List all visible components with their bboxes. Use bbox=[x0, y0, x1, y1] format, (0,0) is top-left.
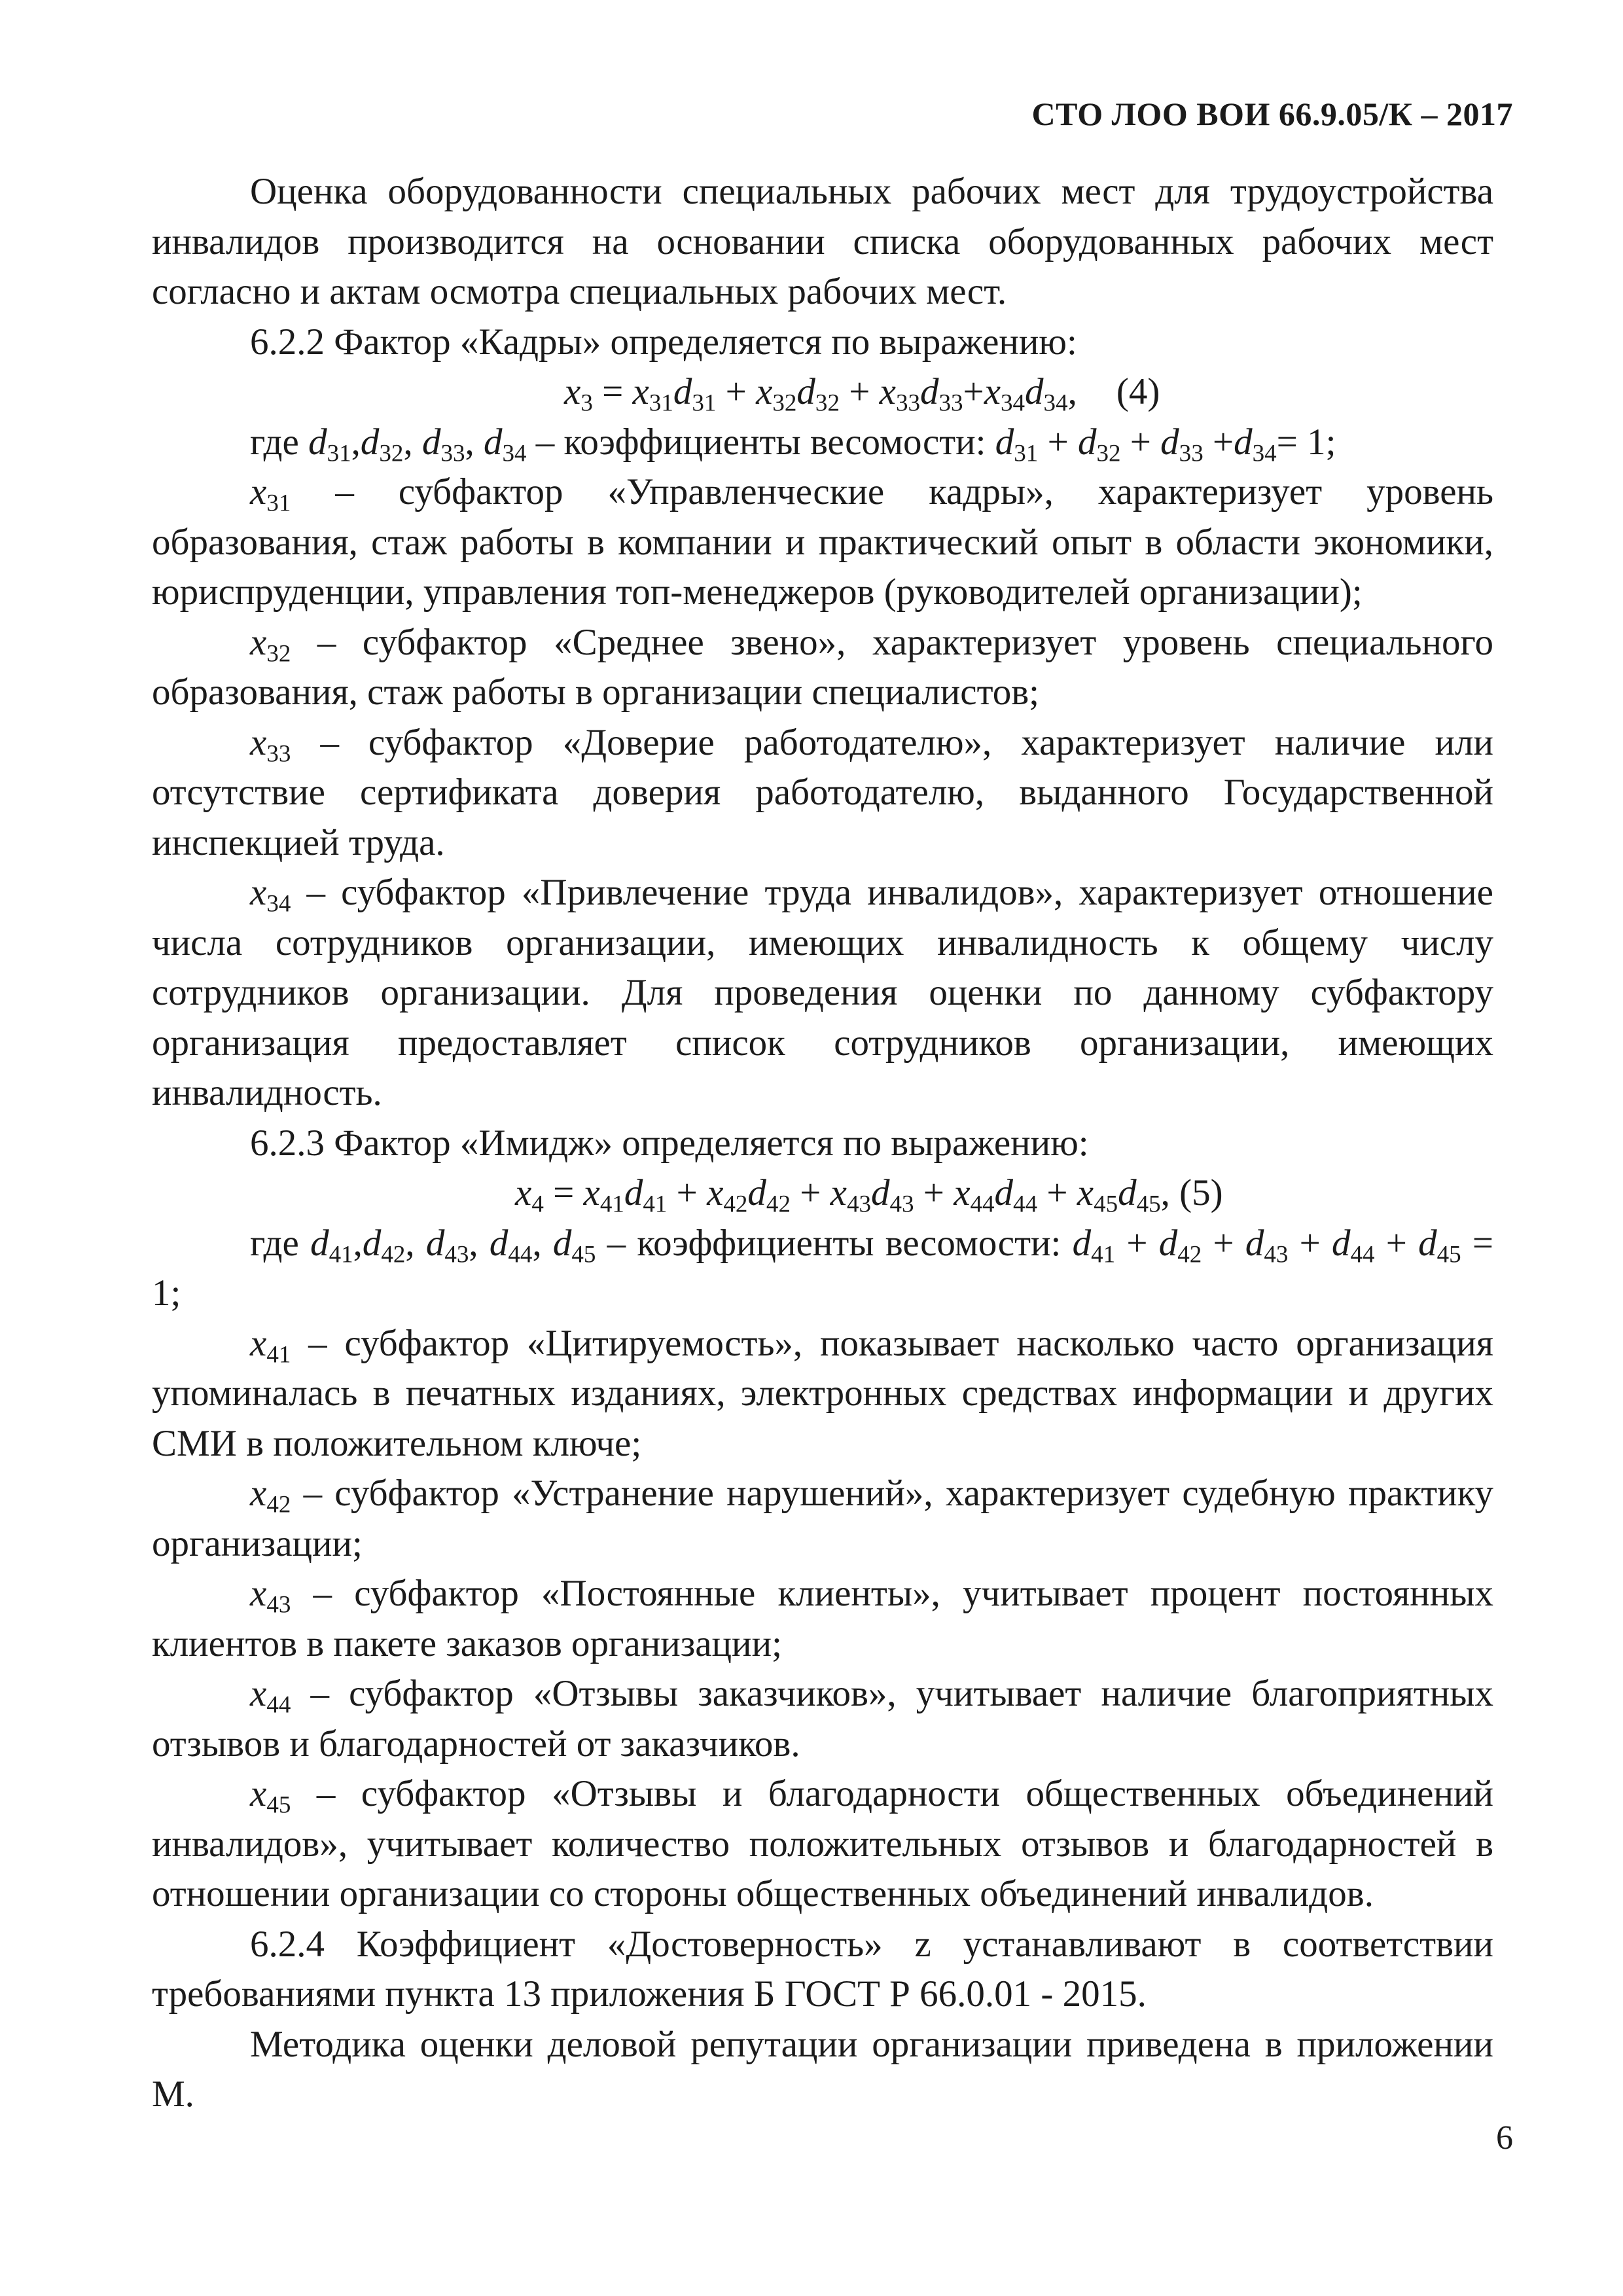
document-body bbox=[152, 167, 1493, 2120]
weights-formula-5: где $d_{41},d_{42}$, $d_{43}$, $d_{44}$, $d_{45}$ – коэффициенты весомости: $d_{41} + d_{42} + d_{43} + d_{44} + d_{45} = 1$; bbox=[152, 1222, 1493, 1314]
page-number: 6 bbox=[1496, 2119, 1513, 2157]
formula-5: $x_4 = x_{41}d_{41} + x_{42}d_{42} + x_{43}d_{43} + x_{44}d_{44} + x_{45}d_{45}$, (5) bbox=[515, 1172, 1223, 1218]
subfactor-x44: $x_{44}$ – субфактор «Отзывы заказчиков», учитывает наличие благоприятных отзывов и благодарностей от заказчиков. bbox=[152, 1673, 1493, 1765]
subfactor-x33: $x_{33}$ – субфактор «Доверие работодателю», характеризует наличие или отсутствие сертификата доверия работодателю, выданного Государственной инспекцией труда. bbox=[152, 721, 1493, 863]
clause-6-2-4: 6.2.4 Коэффициент «Достоверность» z устанавливают в соответствии требованиями пункта 13 приложения Б ГОСТ Р 66.0.01 - 2015. bbox=[152, 1923, 1493, 2015]
subfactor-x31: $x_{31}$ – субфактор «Управленческие кадры», характеризует уровень образования, стаж работы в компании и практический опыт в области экономики, юриспруденции, управления топ-менеджеров (руководителей организации); bbox=[152, 471, 1493, 613]
subfactor-x45: $x_{45}$ – субфактор «Отзывы и благодарности общественных объединений инвалидов», учитывает количество положительных отзывов и благодарностей в отношении организации со стороны общественных объединений инвалидов. bbox=[152, 1773, 1493, 1914]
subfactor-x43: $x_{43}$ – субфактор «Постоянные клиенты», учитывает процент постоянных клиентов в пакете заказов организации; bbox=[152, 1573, 1493, 1664]
clause-6-2-2: 6.2.2 Фактор «Кадры» определяется по выражению: bbox=[250, 321, 1077, 363]
subfactor-x41: $x_{41}$ – субфактор «Цитируемость», показывает насколько часто организация упоминалась в печатных изданиях, электронных средствах информации и других СМИ в положительном ключе; bbox=[152, 1322, 1494, 1464]
subfactor-x32: $x_{32}$ – субфактор «Среднее звено», характеризует уровень специального образования, стаж работы в организации специалистов; bbox=[152, 621, 1493, 713]
formula-4: $x_3 = x_{31}d_{31} + x_{32}d_{32} + x_{33}d_{33}+x_{34}d_{34}$, (4) bbox=[564, 371, 1160, 417]
weights-formula-4: где $d_{31},d_{32}$, $d_{33}$, $d_{34}$ – коэффициенты весомости: $d_{31} + d_{32} + d_{33} +d_{34}= 1$; bbox=[250, 421, 1336, 467]
subfactor-x34: $x_{34}$ – субфактор «Привлечение труда инвалидов», характеризует отношение числа сотрудников организации, имеющих инвалидность к общему числу сотрудников организации. Для проведения оценки по данному субфактору организация предоставляет список сотрудников организации, имеющих инвалидность. bbox=[152, 872, 1493, 1113]
clause-6-2-3: 6.2.3 Фактор «Имидж» определяется по выражению: bbox=[250, 1122, 1089, 1164]
subfactor-x42: $x_{42}$ – субфактор «Устранение нарушений», характеризует судебную практику организации; bbox=[152, 1473, 1493, 1564]
formula-4-number: (4) bbox=[1116, 371, 1160, 412]
paragraph-workplaces: Оценка оборудованности специальных рабочих мест для трудоустройства инвалидов производится на основании списка оборудованных рабочих мест согласно и актам осмотра специальных рабочих мест. bbox=[152, 171, 1493, 312]
document-code-header: СТО ЛОО ВОИ 66.9.05/К – 2017 bbox=[1031, 96, 1513, 132]
methodology-reference: Методика оценки деловой репутации организации приведена в приложении М. bbox=[152, 2023, 1493, 2115]
formula-5-number: (5) bbox=[1179, 1172, 1223, 1213]
